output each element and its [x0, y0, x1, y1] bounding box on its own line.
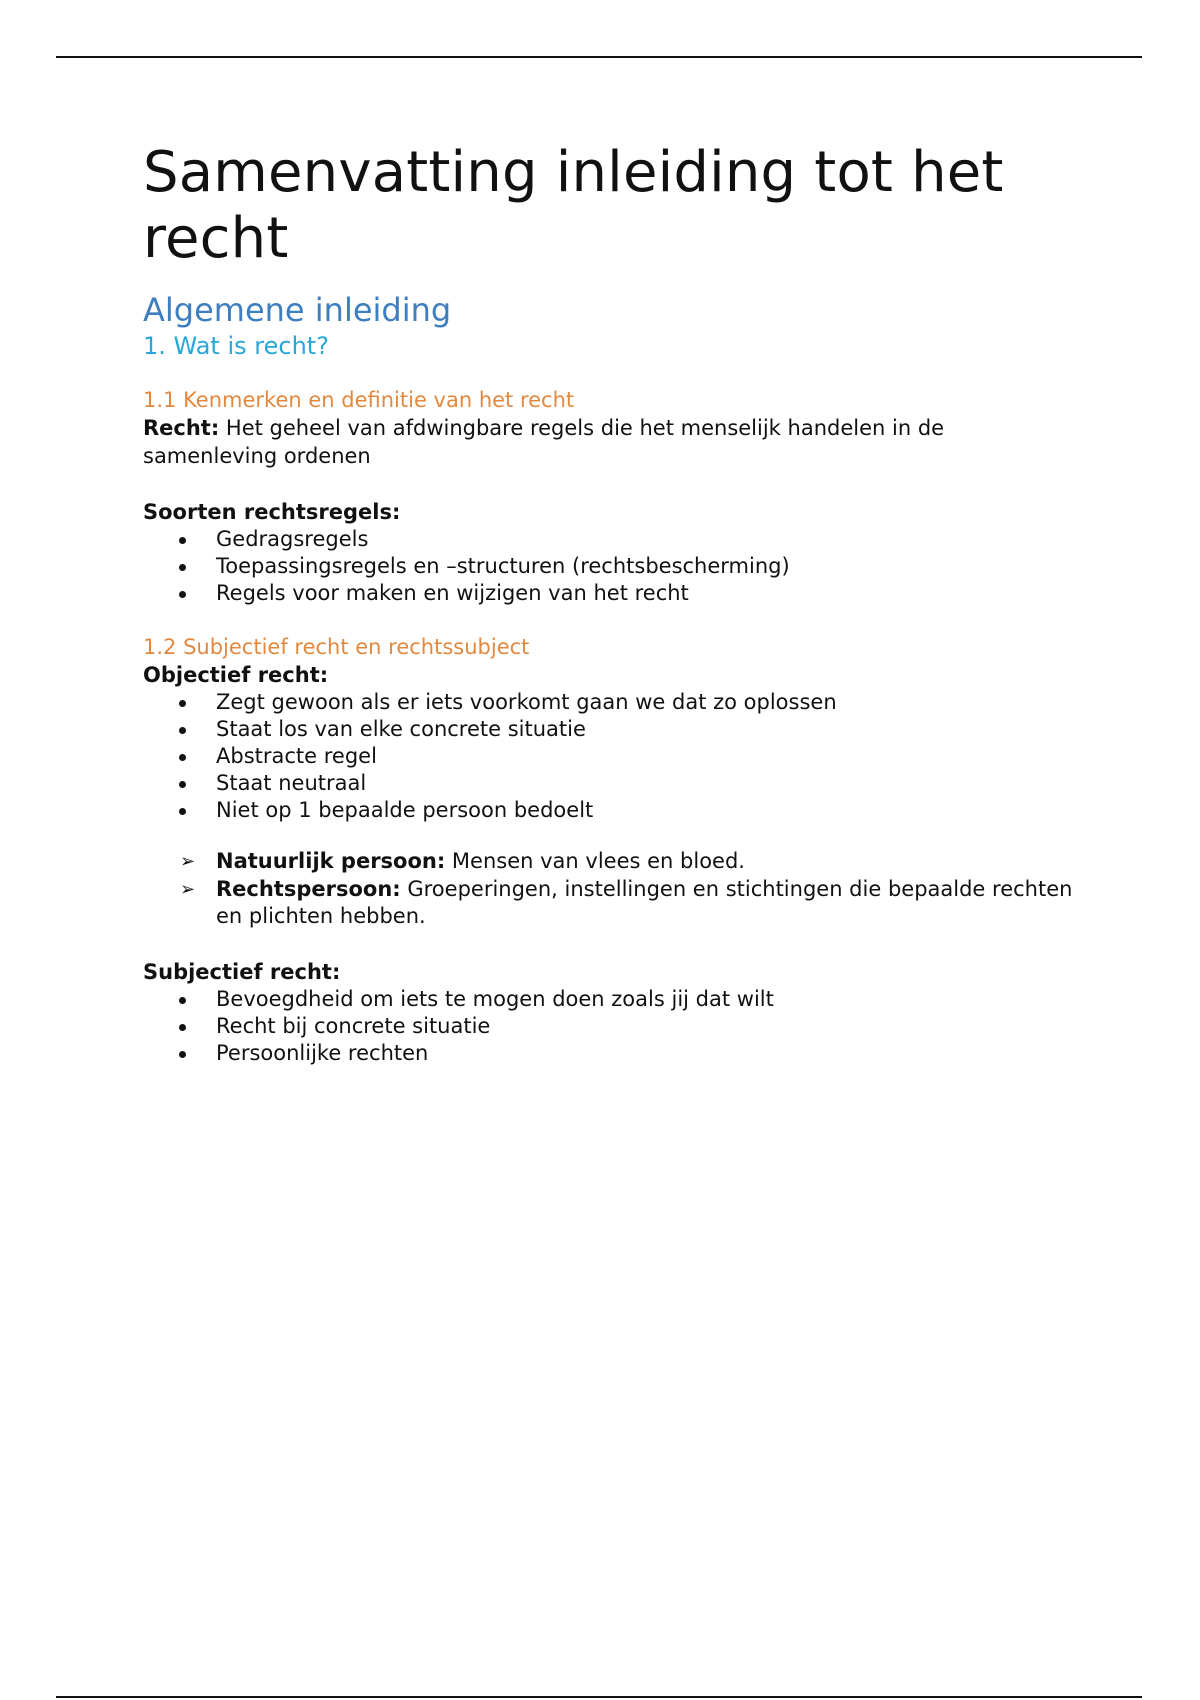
list-item: Staat los van elke concrete situatie: [143, 716, 1073, 743]
bullet-dot-icon: [179, 754, 186, 761]
list-item: Gedragsregels: [143, 526, 1073, 553]
footer-rule: [56, 1696, 1142, 1698]
list-item: Niet op 1 bepaalde persoon bedoelt: [143, 797, 1073, 824]
list-item: Zegt gewoon als er iets voorkomt gaan we dat zo oplossen: [143, 689, 1073, 716]
types-list: [143, 526, 1073, 607]
list-item: [143, 876, 1073, 930]
list-item: Abstracte regel: [143, 743, 1073, 770]
list-item: Regels voor maken en wijzigen van het recht: [143, 580, 1073, 607]
arrow-bullet-icon: ➢: [180, 851, 196, 872]
person-term: Natuurlijk persoon:: [216, 849, 446, 873]
list-item: Staat neutraal: [143, 770, 1073, 797]
types-label: Soorten rechtsregels:: [143, 500, 401, 524]
list-item: Recht bij concrete situatie: [143, 1013, 1073, 1040]
list-item: Bevoegdheid om iets te mogen doen zoals jij dat wilt: [143, 986, 1073, 1013]
person-term: Rechtspersoon:: [216, 877, 401, 901]
list-item: Toepassingsregels en –structuren (rechtsbescherming): [143, 553, 1073, 580]
heading-section-1-2: 1.2 Subjectief recht en rechtssubject: [143, 635, 530, 659]
document-title: Samenvatting inleiding tot het recht: [143, 140, 1004, 271]
bullet-dot-icon: [179, 700, 186, 707]
subjective-label: Subjectief recht:: [143, 960, 341, 984]
objective-label: Objectief recht:: [143, 663, 329, 687]
heading-wat-is-recht: 1. Wat is recht?: [143, 332, 329, 360]
bullet-dot-icon: [179, 591, 186, 598]
header-rule: [56, 56, 1142, 58]
bullet-dot-icon: [179, 537, 186, 544]
arrow-bullet-icon: ➢: [180, 879, 196, 900]
definition-text: Het geheel van afdwingbare regels die het menselijk handelen in de samenleving ordenen: [143, 416, 945, 468]
bullet-dot-icon: [179, 1024, 186, 1031]
list-item: [143, 848, 1073, 875]
bullet-dot-icon: [179, 997, 186, 1004]
document-body: [143, 140, 1073, 1067]
subjective-list: [143, 986, 1073, 1067]
person-text: Mensen van vlees en bloed.: [445, 849, 745, 873]
list-item: Persoonlijke rechten: [143, 1040, 1073, 1067]
definition-term: Recht:: [143, 416, 220, 440]
persons-list: [143, 848, 1073, 930]
definition-paragraph: [143, 414, 1073, 470]
objective-list: [143, 689, 1073, 824]
person-text: Groeperingen, instellingen en stichtingen die bepaalde rechten en plichten hebben.: [216, 877, 1073, 928]
bullet-dot-icon: [179, 781, 186, 788]
bullet-dot-icon: [179, 1051, 186, 1058]
bullet-dot-icon: [179, 727, 186, 734]
heading-section-1-1: 1.1 Kenmerken en definitie van het recht: [143, 388, 575, 412]
heading-algemene-inleiding: Algemene inleiding: [143, 291, 452, 329]
bullet-dot-icon: [179, 564, 186, 571]
bullet-dot-icon: [179, 808, 186, 815]
